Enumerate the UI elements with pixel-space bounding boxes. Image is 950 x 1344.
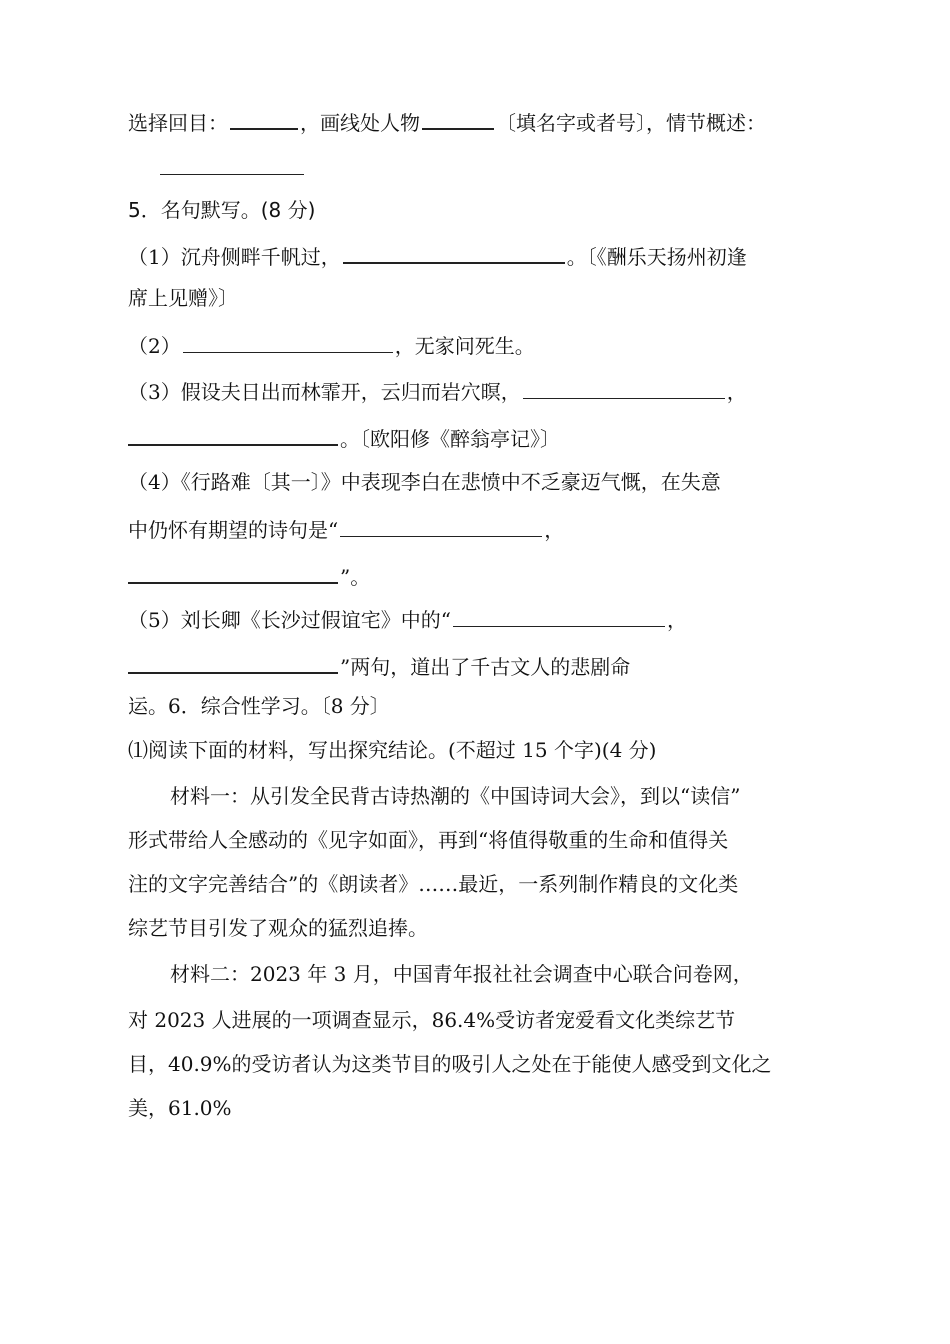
- q5-item5-line1: [128, 604, 687, 634]
- q5-item4-text-c: ，: [544, 518, 565, 542]
- q4-prefix: 选择回目：: [128, 111, 228, 135]
- q5-item3-text-b: ，: [726, 380, 747, 404]
- material2-line4: 美，61.0%: [128, 1096, 232, 1120]
- q5-item5-text-b: ，: [666, 608, 687, 632]
- q4-mid2: 〔填名字或者号〕，情节概述：: [496, 111, 766, 135]
- q5-item5-blank2[interactable]: [128, 650, 338, 674]
- plot-summary-blank[interactable]: [160, 152, 304, 175]
- q5-item4-line3: [128, 560, 370, 591]
- q5-item3-text-c: 。〔欧阳修《醉翁亭记》〕: [340, 427, 560, 451]
- material1-line3: 注的文字完善结合”的《朗读者》……最近，一系列制作精良的文化类: [128, 872, 739, 896]
- q5-item2-blank[interactable]: [183, 330, 393, 353]
- material1-line1: 材料一：从引发全民背古诗热潮的《中国诗词大会》，到以“读信”: [170, 784, 741, 808]
- q5-item4-text-b: 中仍怀有期望的诗句是“: [128, 518, 339, 542]
- q5-item1-line1: [128, 240, 747, 271]
- q5-item2-text-b: ，无家问死生。: [394, 334, 535, 358]
- q5-item1-text-b: 。〔《酬乐天扬州初逢: [566, 245, 747, 269]
- material2-line3: 目，40.9%的受访者认为这类节目的吸引人之处在于能使人感受到文化之: [128, 1052, 772, 1076]
- q5-item3-blank2[interactable]: [128, 422, 338, 446]
- q5-heading: 5．名句默写。(8 分): [128, 198, 316, 222]
- q4-mid1: ，画线处人物: [300, 111, 420, 135]
- q5-item2-text-a: （2）: [128, 334, 181, 358]
- q5-item3-line1: [128, 376, 747, 406]
- q5-item4-line2: [128, 514, 564, 544]
- q4-choice-line: [128, 106, 766, 137]
- q5-item3-blank1[interactable]: [523, 376, 725, 399]
- q5-item5-text-c: ”两句，道出了千古文人的悲剧命: [340, 655, 631, 679]
- q5-item4-blank1[interactable]: [340, 514, 542, 537]
- q5-item3-line2: [128, 422, 560, 453]
- q5-item5-blank1[interactable]: [453, 604, 665, 627]
- material1-line4: 综艺节目引发了观众的猛烈追捧。: [128, 916, 428, 940]
- q5-item4-text-d: ”。: [340, 565, 371, 589]
- q5-item5-line3: 运。6．综合性学习。〔8 分〕: [128, 694, 390, 718]
- character-answer-blank[interactable]: [422, 106, 494, 130]
- q5-item1-text-a: （1）沉舟侧畔千帆过，: [128, 245, 341, 269]
- q5-item5-line2: [128, 650, 630, 681]
- q5-item1-blank[interactable]: [343, 240, 565, 264]
- q5-item1-line2: 席上见赠》〕: [128, 286, 238, 310]
- plot-summary-line: [158, 152, 306, 182]
- q5-item3-text-a: （3）假设夫日出而林霏开，云归而岩穴暝，: [128, 380, 521, 404]
- material2-line2: 对 2023 人进展的一项调查显示，86.4%受访者宠爱看文化类综艺节: [128, 1008, 736, 1032]
- q5-item2-line: [128, 330, 535, 360]
- q5-item5-text-a: （5）刘长卿《长沙过假谊宅》中的“: [128, 608, 451, 632]
- chapter-answer-blank[interactable]: [230, 106, 298, 130]
- material2-line1: 材料二：2023 年 3 月，中国青年报社社会调查中心联合问卷网，: [170, 962, 753, 986]
- q6-sub1-instruction: ⑴阅读下面的材料，写出探究结论。(不超过 15 个字)(4 分): [128, 738, 657, 762]
- q5-item4-line1: （4）《行路难〔其一〕》中表现李白在悲愤中不乏豪迈气慨，在失意: [128, 470, 721, 494]
- material1-line2: 形式带给人全感动的《见字如面》，再到“将值得敬重的生命和值得关: [128, 828, 729, 852]
- q5-item4-blank2[interactable]: [128, 560, 338, 584]
